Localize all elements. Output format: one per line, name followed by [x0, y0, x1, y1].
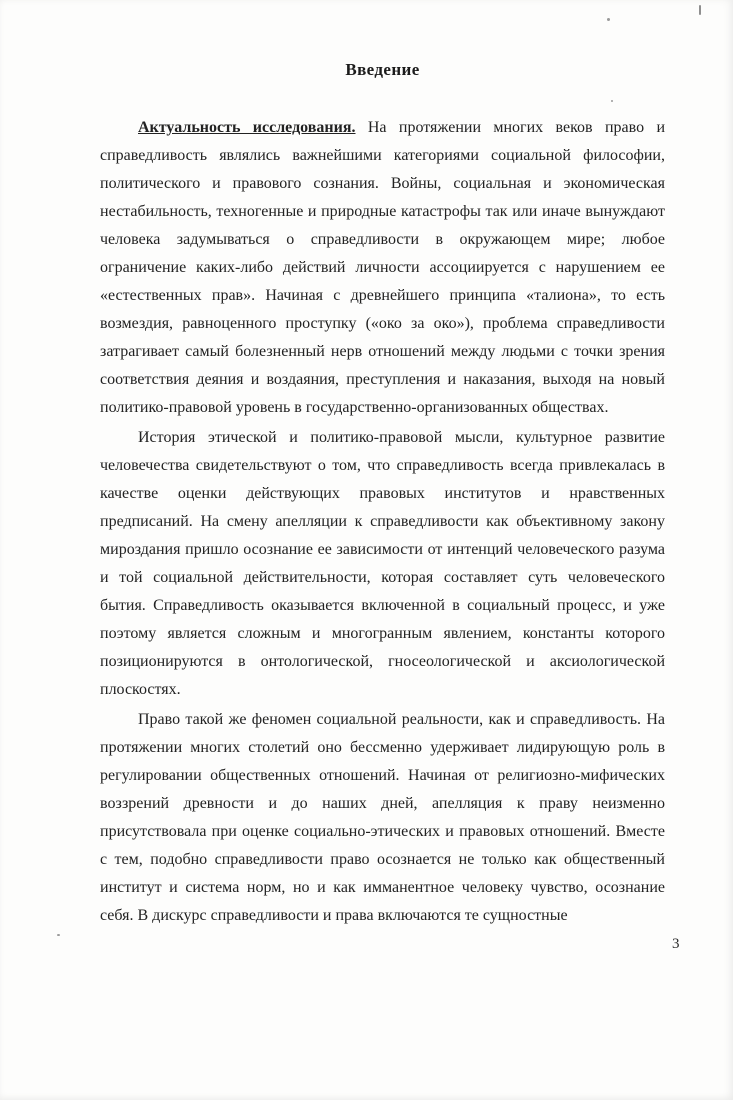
page-title: Введение	[345, 60, 420, 79]
scan-artifact	[611, 100, 613, 102]
page-number: 3	[672, 936, 680, 952]
lead-phrase: Актуальность исследования.	[138, 119, 356, 136]
paragraph-text: История этической и политико-правовой мысли, культурное развитие человечества свидетельствуют о том, что справедливость всегда привлекалась в качестве оценки действующих правовых институтов и нравственных предписаний. На смену апелляции к справедливости как объективному закону мироздания пришло осознание ее зависимости от интенций человеческого разума и той социальной действительности, которая составляет суть человеческого бытия. Справедливость оказывается включенной в социальный процесс, и уже поэтому является сложным и многогранным явлением, константы которого позиционируются в онтологической, гносеологической и аксиологической плоскостях.	[100, 429, 665, 698]
scan-artifact	[57, 934, 60, 936]
paragraph-text: Право такой же феномен социальной реальности, как и справедливость. На протяжении многих столетий оно бессменно удерживает лидирующую роль в регулировании общественных отношений. Начиная от религиозно-мифических воззрений древности и до наших дней, апелляция к праву неизменно присутствовала при оценке социально-этических и правовых отношений. Вместе с тем, подобно справедливости право осознается не только как общественный институт и система норм, но и как имманентное человеку чувство, осознание себя. В дискурс справедливости и права включаются те сущностные	[100, 711, 665, 924]
paragraph-text: На протяжении многих веков право и справедливость являлись важнейшими категориями социальной философии, политического и правового сознания. Войны, социальная и экономическая нестабильность, техногенные и природные катастрофы так или иначе вынуждают человека задумываться о справедливости в окружающем мире; любое ограничение каких-либо действий личности ассоциируется с нарушением ее «естественных прав». Начиная с древнейшего принципа «талиона», то есть возмездия, равноценного проступку («око за око»), проблема справедливости затрагивает самый болезненный нерв отношений между людьми с точки зрения соответствия деяния и воздаяния, преступления и наказания, выходя на новый политико-правовой уровень в государственно-организованных обществах.	[100, 119, 666, 416]
body-text	[100, 114, 665, 932]
paragraph-actuality	[100, 114, 665, 422]
paragraph-history	[100, 424, 665, 704]
scan-artifact	[607, 18, 610, 21]
scan-artifact	[699, 5, 701, 15]
paragraph-law	[100, 706, 665, 930]
